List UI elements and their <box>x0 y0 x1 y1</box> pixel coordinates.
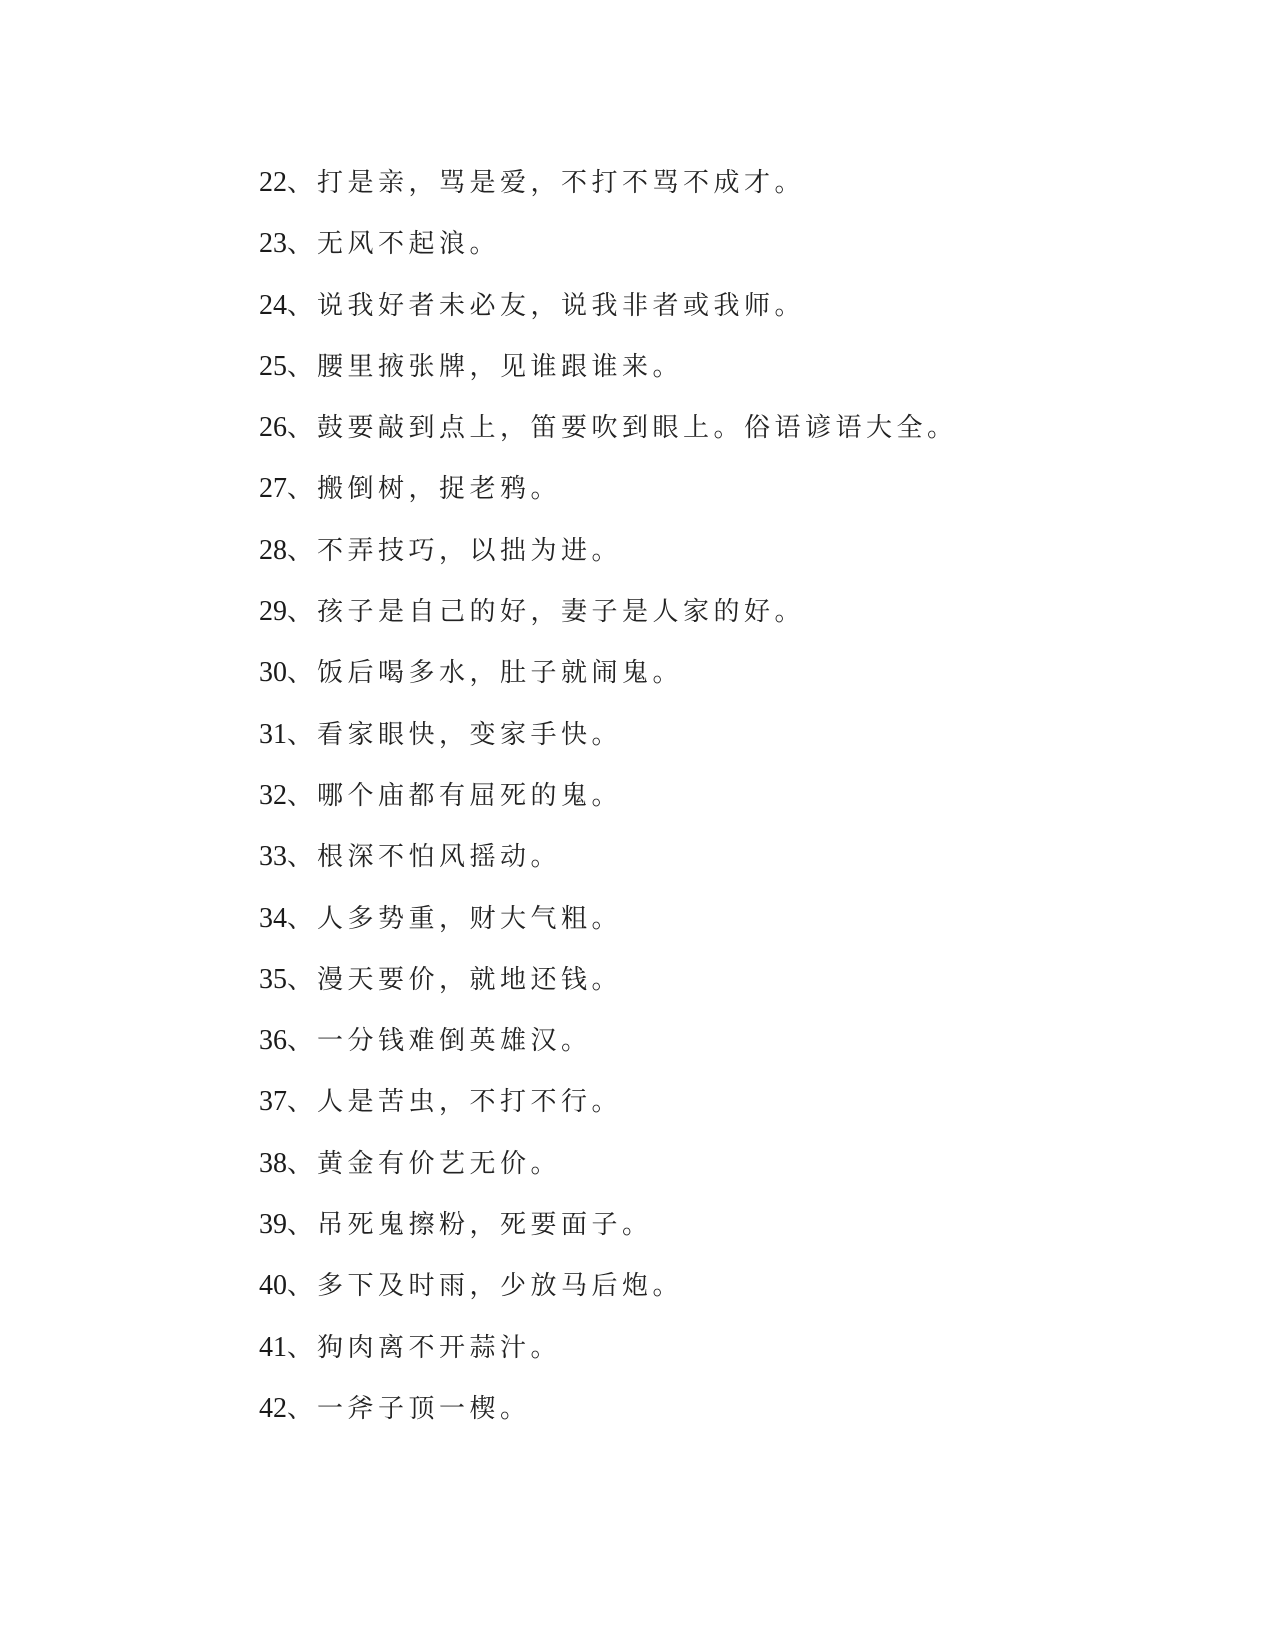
proverb-separator: 、 <box>287 413 318 444</box>
proverb-separator: 、 <box>287 658 318 689</box>
proverb-number: 36 <box>259 1025 287 1057</box>
proverb-item <box>259 1390 958 1451</box>
proverb-item <box>259 654 958 715</box>
proverb-text: 无风不起浪。 <box>317 229 501 260</box>
proverb-item <box>259 470 958 531</box>
proverb-number: 22 <box>259 167 287 198</box>
proverb-separator: 、 <box>287 1210 318 1241</box>
proverb-text: 人是苦虫，不打不行。 <box>317 1087 623 1118</box>
proverb-number: 34 <box>259 902 287 934</box>
proverb-item <box>259 1267 958 1328</box>
proverb-text: 搬倒树，捉老鸦。 <box>317 474 562 505</box>
proverb-number: 35 <box>259 963 287 995</box>
proverb-separator: 、 <box>287 535 318 566</box>
proverb-item <box>259 532 958 593</box>
proverb-number: 37 <box>259 1086 287 1118</box>
proverb-item <box>259 409 958 470</box>
proverb-text: 看家眼快，变家手快。 <box>317 719 623 750</box>
proverb-text: 黄金有价艺无价。 <box>317 1148 562 1179</box>
proverb-text: 多下及时雨，少放马后炮。 <box>317 1271 684 1302</box>
proverb-separator: 、 <box>287 474 318 505</box>
proverb-text: 哪个庙都有屈死的鬼。 <box>317 780 623 811</box>
proverb-item <box>259 1083 958 1144</box>
proverb-separator: 、 <box>287 719 318 750</box>
proverb-number: 32 <box>259 779 287 811</box>
proverb-item <box>259 225 958 286</box>
proverb-separator: 、 <box>287 1271 318 1302</box>
proverb-number: 29 <box>259 596 287 628</box>
proverb-separator: 、 <box>287 903 318 934</box>
proverb-text: 吊死鬼擦粉，死要面子。 <box>317 1210 653 1241</box>
proverb-number: 28 <box>259 534 287 566</box>
proverb-item <box>259 1145 958 1206</box>
proverb-text: 一斧子顶一楔。 <box>317 1393 531 1424</box>
proverb-item <box>259 593 958 654</box>
proverb-separator: 、 <box>287 780 318 811</box>
proverb-number: 42 <box>259 1392 287 1424</box>
proverb-text: 人多势重，财大气粗。 <box>317 903 623 934</box>
proverb-separator: 、 <box>287 351 318 382</box>
proverb-item <box>259 164 958 225</box>
proverb-item <box>259 716 958 777</box>
proverb-separator: 、 <box>287 842 318 873</box>
proverb-separator: 、 <box>287 964 318 995</box>
proverb-item <box>259 961 958 1022</box>
proverb-text: 鼓要敲到点上，笛要吹到眼上。俗语谚语大全。 <box>317 413 958 444</box>
proverb-text: 孩子是自己的好，妻子是人家的好。 <box>317 597 806 628</box>
proverb-number: 24 <box>259 289 287 321</box>
proverb-text: 不弄技巧，以拙为进。 <box>317 535 623 566</box>
proverb-separator: 、 <box>287 229 318 260</box>
proverb-number: 33 <box>259 841 287 873</box>
proverb-number: 25 <box>259 350 287 382</box>
proverb-separator: 、 <box>287 1393 318 1424</box>
proverb-number: 23 <box>259 228 287 260</box>
proverb-list <box>259 164 958 1451</box>
proverb-number: 26 <box>259 412 287 444</box>
proverb-text: 说我好者未必友，说我非者或我师。 <box>317 290 806 321</box>
proverb-item <box>259 777 958 838</box>
proverb-item <box>259 1022 958 1083</box>
proverb-number: 38 <box>259 1147 287 1179</box>
proverb-separator: 、 <box>287 168 318 198</box>
proverb-item <box>259 287 958 348</box>
proverb-item <box>259 1206 958 1267</box>
proverb-text: 漫天要价，就地还钱。 <box>317 964 623 995</box>
proverb-separator: 、 <box>287 1148 318 1179</box>
proverb-text: 打是亲，骂是爱，不打不骂不成才。 <box>317 168 806 198</box>
proverb-item <box>259 348 958 409</box>
proverb-item <box>259 1329 958 1390</box>
proverb-text: 腰里掖张牌，见谁跟谁来。 <box>317 351 684 382</box>
proverb-number: 31 <box>259 718 287 750</box>
proverb-separator: 、 <box>287 290 318 321</box>
proverb-number: 27 <box>259 473 287 505</box>
proverb-number: 40 <box>259 1270 287 1302</box>
proverb-separator: 、 <box>287 1026 318 1057</box>
proverb-text: 饭后喝多水，肚子就闹鬼。 <box>317 658 684 689</box>
proverb-separator: 、 <box>287 1087 318 1118</box>
proverb-number: 30 <box>259 657 287 689</box>
proverb-separator: 、 <box>287 1332 318 1363</box>
proverb-text: 狗肉离不开蒜汁。 <box>317 1332 562 1363</box>
proverb-separator: 、 <box>287 597 318 628</box>
proverb-item <box>259 838 958 899</box>
proverb-number: 39 <box>259 1209 287 1241</box>
proverb-text: 一分钱难倒英雄汉。 <box>317 1026 592 1057</box>
proverb-number: 41 <box>259 1331 287 1363</box>
proverb-text: 根深不怕风摇动。 <box>317 842 562 873</box>
proverb-item <box>259 900 958 961</box>
